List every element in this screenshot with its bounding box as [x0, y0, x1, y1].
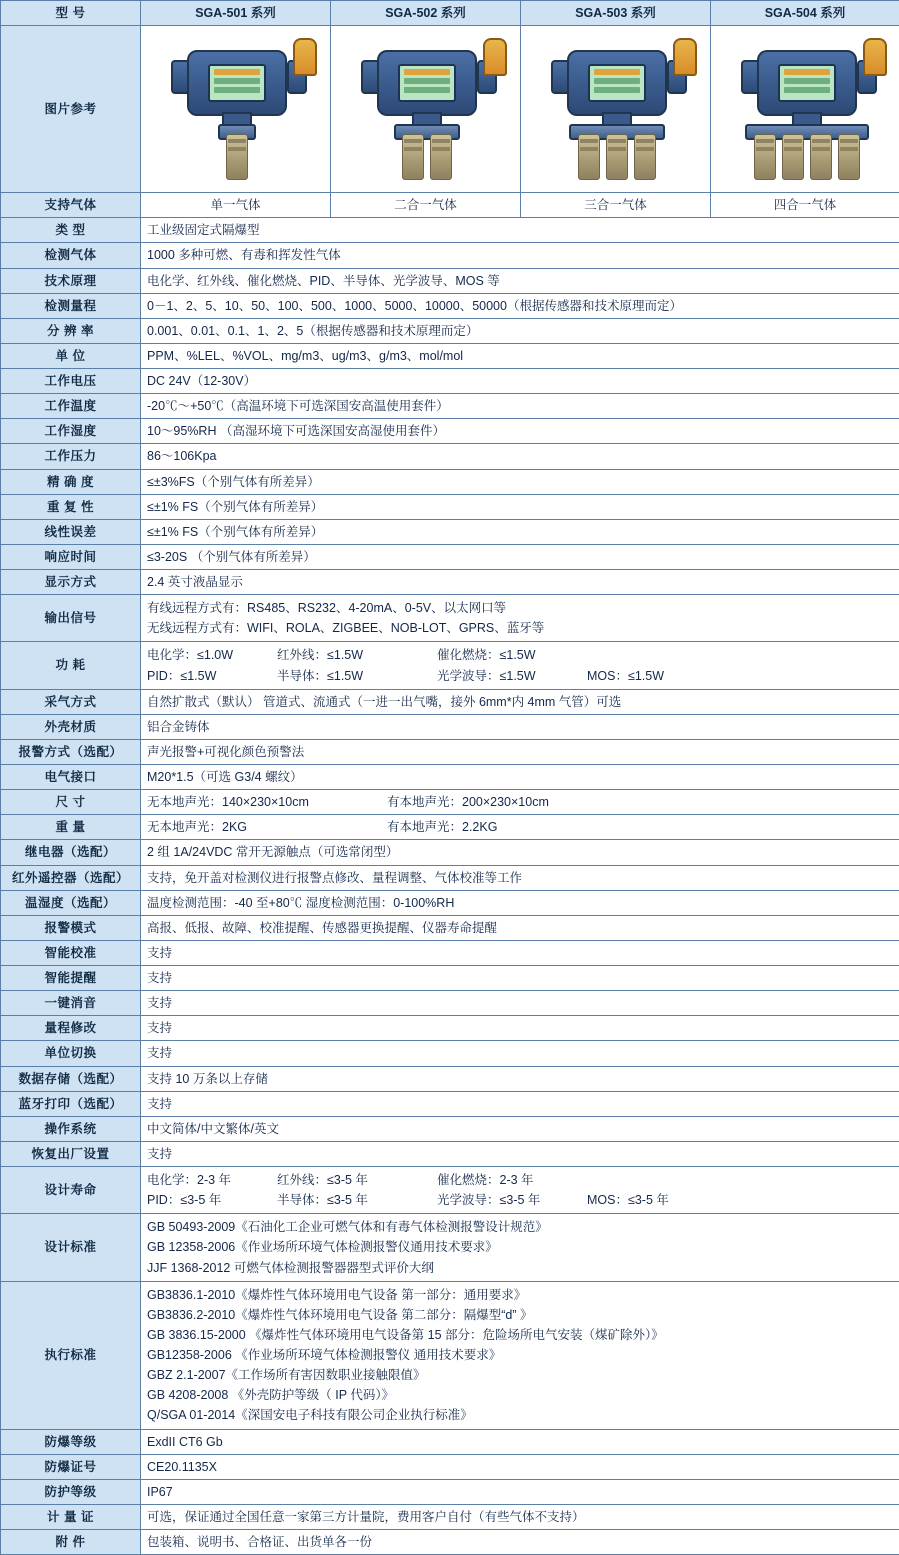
power-value-ir: ≤1.5W: [327, 648, 363, 662]
design-standard-line: JJF 1368-2012 可燃气体检测报警器器型式评价大纲: [147, 1258, 893, 1278]
execution-standard-line: GB3836.2-2010《爆炸性气体环境用电气设备 第二部分：隔爆型“d” 》: [147, 1305, 893, 1325]
supported-gas-504: 四合一气体: [711, 193, 899, 218]
table-row: [1, 1479, 899, 1504]
sensor-probe-icon: [838, 134, 860, 180]
table-row: [1, 1141, 899, 1166]
row-value: DC 24V（12-30V）: [141, 369, 899, 394]
row-value-design-standard: [141, 1214, 899, 1281]
table-row: [1, 915, 899, 940]
row-value-weight: [141, 815, 899, 840]
life-value-semi: ≤3-5 年: [327, 1193, 368, 1207]
row-value: 包装箱、说明书、合格证、出货单各一份: [141, 1530, 899, 1555]
row-value: 电化学、红外线、催化燃烧、PID、半导体、光学波导、MOS 等: [141, 268, 899, 293]
row-label-design-life: 设计寿命: [1, 1167, 141, 1214]
table-row: [1, 218, 899, 243]
table-row: [1, 469, 899, 494]
detector-housing-icon: [567, 50, 667, 116]
execution-standard-line: GB 4208-2008 《外壳防护等级（ IP 代码）》: [147, 1385, 893, 1405]
row-label: 显示方式: [1, 570, 141, 595]
output-signal-row: [1, 595, 899, 642]
sensor-probe-icon: [634, 134, 656, 180]
output-wireless-line: 无线远程方式有：WIFI、ROLA、ZIGBEE、NOB-LOT、GPRS、蓝牙等: [147, 618, 893, 638]
row-label-weight: 重 量: [1, 815, 141, 840]
row-label: 精 确 度: [1, 469, 141, 494]
table-row: [1, 714, 899, 739]
row-value: 支持: [141, 991, 899, 1016]
output-wired-line: 有线远程方式有：RS485、RS232、4-20mA、0-5V、以太网口等: [147, 598, 893, 618]
life-name-semi: 半导体：: [277, 1193, 327, 1207]
power-name-semi: 半导体：: [277, 669, 327, 683]
power-value-mos: ≤1.5W: [628, 669, 664, 683]
table-row: [1, 318, 899, 343]
table-row: [1, 570, 899, 595]
row-label: 报警方式（选配）: [1, 739, 141, 764]
sensor-probe-icon: [430, 134, 452, 180]
row-value: 10～95%RH （高湿环境下可选深国安高湿使用套件）: [141, 419, 899, 444]
table-row: [1, 991, 899, 1016]
row-label: 智能提醒: [1, 966, 141, 991]
product-image-503: [521, 26, 711, 193]
row-value: ≤3-20S （个别气体有所差异）: [141, 544, 899, 569]
table-row: [1, 369, 899, 394]
row-value: 86～106Kpa: [141, 444, 899, 469]
row-value-design-life: [141, 1167, 899, 1214]
table-row: [1, 519, 899, 544]
spec-table-body: [1, 1, 899, 1555]
sensor-probe-icon: [754, 134, 776, 180]
row-value: 支持: [141, 1041, 899, 1066]
row-value: M20*1.5（可选 G3/4 螺纹）: [141, 765, 899, 790]
sensor-probe-icon: [402, 134, 424, 180]
row-value: 声光报警+可视化颜色预警法: [141, 739, 899, 764]
table-row: [1, 293, 899, 318]
alarm-lamp-icon: [863, 38, 887, 76]
row-value: 1000 多种可燃、有毒和挥发性气体: [141, 243, 899, 268]
row-value-power: [141, 642, 899, 689]
alarm-lamp-icon: [483, 38, 507, 76]
sensor-probe-icon: [226, 134, 248, 180]
product-image-502: [331, 26, 521, 193]
row-label-execution-standard: 执行标准: [1, 1281, 141, 1429]
row-value: 支持: [141, 1091, 899, 1116]
table-row: [1, 1091, 899, 1116]
life-value-pid: ≤3-5 年: [180, 1193, 221, 1207]
row-label: 量程修改: [1, 1016, 141, 1041]
row-label: 附 件: [1, 1530, 141, 1555]
design-life-line-1: [147, 1170, 893, 1190]
power-name-mos: MOS：: [587, 669, 628, 683]
row-label: 智能校准: [1, 940, 141, 965]
power-name-owg: 光学波导：: [437, 669, 500, 683]
design-standard-line: GB 50493-2009《石油化工企业可燃气体和有毒气体检测报警设计规范》: [147, 1217, 893, 1237]
row-label: 检测量程: [1, 293, 141, 318]
power-value-pid: ≤1.5W: [180, 669, 216, 683]
row-label: 重 复 性: [1, 494, 141, 519]
dimension-row: [1, 790, 899, 815]
row-value: 2 组 1A/24VDC 常开无源触点（可选常闭型）: [141, 840, 899, 865]
power-name-cat: 催化燃烧：: [437, 648, 500, 662]
row-label: 一键消音: [1, 991, 141, 1016]
design-life-line-2: [147, 1190, 893, 1210]
row-label: 红外遥控器（选配）: [1, 865, 141, 890]
row-label: 工作压力: [1, 444, 141, 469]
row-label: 蓝牙打印（选配）: [1, 1091, 141, 1116]
table-row: [1, 1454, 899, 1479]
row-label: 防护等级: [1, 1479, 141, 1504]
row-label: 采气方式: [1, 689, 141, 714]
row-value: 0－1、2、5、10、50、100、500、1000、5000、10000、50000（根据传感器和技术原理而定）: [141, 293, 899, 318]
dimension-without-alarm: 无本地声光：140×230×10cm: [147, 793, 387, 811]
row-label: 数据存储（选配）: [1, 1066, 141, 1091]
row-value-execution-standard: [141, 1281, 899, 1429]
row-value: 温度检测范围：-40 至+80℃ 湿度检测范围：0-100%RH: [141, 890, 899, 915]
row-value: 自然扩散式（默认） 管道式、流通式（一进一出气嘴，接外 6mm*内 4mm 气管）可选: [141, 689, 899, 714]
execution-standard-line: GB3836.1-2010《爆炸性气体环境用电气设备 第一部分：通用要求》: [147, 1285, 893, 1305]
row-value: 支持: [141, 1016, 899, 1041]
row-label-image: 图片参考: [1, 26, 141, 193]
life-name-pid: PID：: [147, 1193, 180, 1207]
image-row: [1, 26, 899, 193]
row-value: 0.001、0.01、0.1、1、2、5（根据传感器和技术原理而定）: [141, 318, 899, 343]
row-value: 2.4 英寸液晶显示: [141, 570, 899, 595]
row-label: 检测气体: [1, 243, 141, 268]
power-consumption-row: [1, 642, 899, 689]
row-label-supported-gas: 支持气体: [1, 193, 141, 218]
row-label: 继电器（选配）: [1, 840, 141, 865]
sensor-probe-group: [226, 134, 248, 180]
row-value: 支持: [141, 1141, 899, 1166]
power-value-ec: ≤1.0W: [197, 648, 233, 662]
table-row: [1, 966, 899, 991]
model-row: [1, 1, 899, 26]
row-label-dimension: 尺 寸: [1, 790, 141, 815]
gas-detector-illustration: [337, 34, 517, 184]
table-row: [1, 243, 899, 268]
model-cell-502: SGA-502 系列: [331, 1, 521, 26]
table-row: [1, 765, 899, 790]
sensor-probe-icon: [606, 134, 628, 180]
row-label: 单位切换: [1, 1041, 141, 1066]
sensor-probe-group: [754, 134, 860, 180]
design-standard-line: GB 12358-2006《作业场所环境气体检测报警仪通用技术要求》: [147, 1237, 893, 1257]
supported-gas-row: [1, 193, 899, 218]
row-label: 分 辨 率: [1, 318, 141, 343]
execution-standard-line: GB 3836.15-2000 《爆炸性气体环境用电气设备第 15 部分：危险场所电气安装（煤矿除外）》: [147, 1325, 893, 1345]
row-value: CE20.1135X: [141, 1454, 899, 1479]
model-cell-503: SGA-503 系列: [521, 1, 711, 26]
power-value-cat: ≤1.5W: [500, 648, 536, 662]
table-row: [1, 689, 899, 714]
row-value: 支持: [141, 966, 899, 991]
design-standard-row: [1, 1214, 899, 1281]
life-name-mos: MOS：: [587, 1193, 628, 1207]
row-value: 支持，免开盖对检测仪进行报警点修改、量程调整、气体校准等工作: [141, 865, 899, 890]
power-name-ec: 电化学：: [147, 648, 197, 662]
sensor-probe-icon: [782, 134, 804, 180]
sensor-probe-group: [402, 134, 452, 180]
design-life-row: [1, 1167, 899, 1214]
table-row: [1, 1504, 899, 1529]
table-row: [1, 343, 899, 368]
row-label: 工作温度: [1, 394, 141, 419]
table-row: [1, 494, 899, 519]
power-value-owg: ≤1.5W: [500, 669, 536, 683]
row-value: 高报、低报、故障、校准提醒、传感器更换提醒、仪器寿命提醒: [141, 915, 899, 940]
power-line-1: [147, 645, 893, 665]
row-label: 电气接口: [1, 765, 141, 790]
row-label: 防爆证号: [1, 1454, 141, 1479]
row-value-output-signal: [141, 595, 899, 642]
table-row: [1, 865, 899, 890]
execution-standard-row: [1, 1281, 899, 1429]
execution-standard-line: GB12358-2006 《作业场所环境气体检测报警仪 通用技术要求》: [147, 1345, 893, 1365]
row-value: -20℃～+50℃（高温环境下可选深国安高温使用套件）: [141, 394, 899, 419]
execution-standard-line: GBZ 2.1-2007《工作场所有害因数职业接触限值》: [147, 1365, 893, 1385]
table-row: [1, 1530, 899, 1555]
table-row: [1, 1116, 899, 1141]
table-row: [1, 1016, 899, 1041]
supported-gas-502: 二合一气体: [331, 193, 521, 218]
row-label-model: 型 号: [1, 1, 141, 26]
row-value: ≤±3%FS（个别气体有所差异）: [141, 469, 899, 494]
life-value-mos: ≤3-5 年: [628, 1193, 669, 1207]
row-value: 工业级固定式隔爆型: [141, 218, 899, 243]
table-row: [1, 890, 899, 915]
supported-gas-503: 三合一气体: [521, 193, 711, 218]
lcd-screen-icon: [398, 64, 456, 102]
row-label: 单 位: [1, 343, 141, 368]
life-value-ec: 2-3 年: [197, 1173, 231, 1187]
row-value: 中文简体/中文繁体/英文: [141, 1116, 899, 1141]
detector-housing-icon: [757, 50, 857, 116]
weight-row: [1, 815, 899, 840]
life-name-ec: 电化学：: [147, 1173, 197, 1187]
row-label: 报警模式: [1, 915, 141, 940]
power-value-semi: ≤1.5W: [327, 669, 363, 683]
life-value-owg: ≤3-5 年: [500, 1193, 541, 1207]
table-row: [1, 940, 899, 965]
lcd-screen-icon: [778, 64, 836, 102]
row-label: 计 量 证: [1, 1504, 141, 1529]
row-value: 支持 10 万条以上存储: [141, 1066, 899, 1091]
sensor-probe-group: [578, 134, 656, 180]
row-label: 恢复出厂设置: [1, 1141, 141, 1166]
row-label-power: 功 耗: [1, 642, 141, 689]
alarm-lamp-icon: [293, 38, 317, 76]
table-row: [1, 840, 899, 865]
product-image-504: [711, 26, 899, 193]
row-label: 线性误差: [1, 519, 141, 544]
lcd-screen-icon: [588, 64, 646, 102]
life-value-cat: 2-3 年: [500, 1173, 534, 1187]
life-name-owg: 光学波导：: [437, 1193, 500, 1207]
life-value-ir: ≤3-5 年: [327, 1173, 368, 1187]
row-value: ExdII CT6 Gb: [141, 1429, 899, 1454]
row-value: IP67: [141, 1479, 899, 1504]
power-name-pid: PID：: [147, 669, 180, 683]
power-line-2: [147, 666, 893, 686]
dimension-with-alarm: 有本地声光：200×230×10cm: [387, 793, 549, 811]
row-value-dimension: [141, 790, 899, 815]
table-row: [1, 268, 899, 293]
row-value: ≤±1% FS（个别气体有所差异）: [141, 519, 899, 544]
gas-detector-illustration: [147, 34, 327, 184]
row-label: 技术原理: [1, 268, 141, 293]
sensor-probe-icon: [810, 134, 832, 180]
row-label-output-signal: 输出信号: [1, 595, 141, 642]
row-label: 温湿度（选配）: [1, 890, 141, 915]
table-row: [1, 1429, 899, 1454]
row-label: 工作湿度: [1, 419, 141, 444]
lcd-screen-icon: [208, 64, 266, 102]
product-image-501: [141, 26, 331, 193]
weight-with-alarm: 有本地声光：2.2KG: [387, 818, 497, 836]
row-label: 响应时间: [1, 544, 141, 569]
table-row: [1, 419, 899, 444]
gas-detector-illustration: [527, 34, 707, 184]
table-row: [1, 1041, 899, 1066]
life-name-ir: 红外线：: [277, 1173, 327, 1187]
row-label: 工作电压: [1, 369, 141, 394]
row-label-design-standard: 设计标准: [1, 1214, 141, 1281]
weight-without-alarm: 无本地声光：2KG: [147, 818, 387, 836]
row-label: 防爆等级: [1, 1429, 141, 1454]
row-label: 操作系统: [1, 1116, 141, 1141]
row-label: 类 型: [1, 218, 141, 243]
table-row: [1, 739, 899, 764]
supported-gas-501: 单一气体: [141, 193, 331, 218]
row-value: 铝合金铸体: [141, 714, 899, 739]
execution-standard-line: Q/SGA 01-2014《深国安电子科技有限公司企业执行标准》: [147, 1405, 893, 1425]
weight-line: [147, 818, 893, 836]
row-value: PPM、%LEL、%VOL、mg/m3、ug/m3、g/m3、mol/mol: [141, 343, 899, 368]
sensor-probe-icon: [578, 134, 600, 180]
row-value: ≤±1% FS（个别气体有所差异）: [141, 494, 899, 519]
row-value: 支持: [141, 940, 899, 965]
gas-detector-illustration: [717, 34, 897, 184]
life-name-cat: 催化燃烧：: [437, 1173, 500, 1187]
row-label: 外壳材质: [1, 714, 141, 739]
alarm-lamp-icon: [673, 38, 697, 76]
table-row: [1, 544, 899, 569]
power-name-ir: 红外线：: [277, 648, 327, 662]
dimension-line: [147, 793, 893, 811]
detector-housing-icon: [187, 50, 287, 116]
table-row: [1, 444, 899, 469]
table-row: [1, 1066, 899, 1091]
model-cell-501: SGA-501 系列: [141, 1, 331, 26]
table-row: [1, 394, 899, 419]
model-cell-504: SGA-504 系列: [711, 1, 899, 26]
row-value: 可选，保证通过全国任意一家第三方计量院，费用客户自付（有些气体不支持）: [141, 1504, 899, 1529]
detector-housing-icon: [377, 50, 477, 116]
